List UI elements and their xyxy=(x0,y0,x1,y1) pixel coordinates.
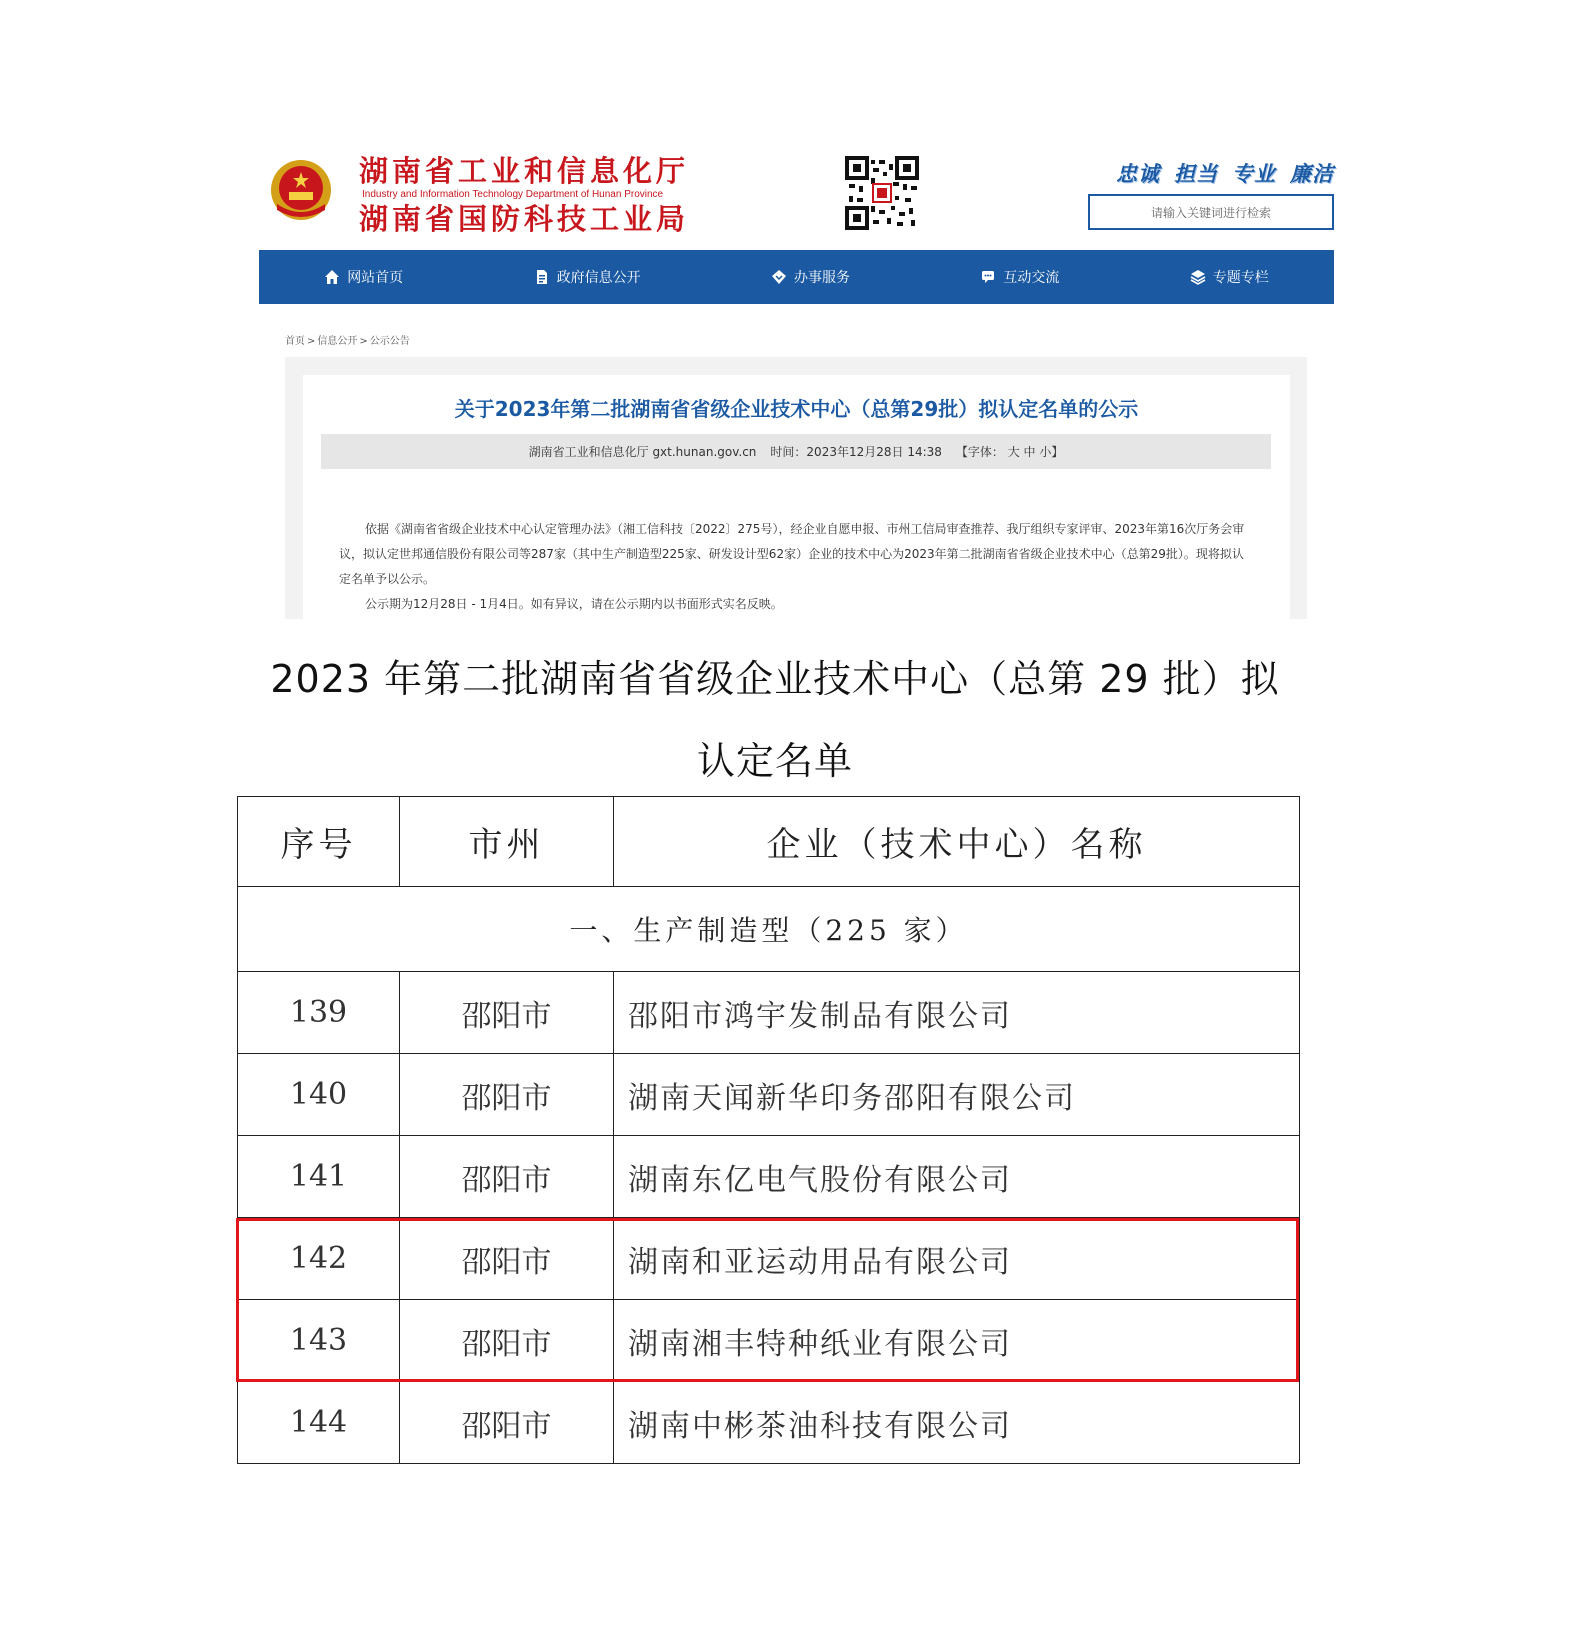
table-row xyxy=(238,1054,1300,1136)
article-paragraph-1: 依据《湖南省省级企业技术中心认定管理办法》（湘工信科技〔2022〕275号），经企业自愿申报、市州工信局审查推荐、我厅组织专家评审、2023年第16次厅务会审议，拟认定世邦通信股份有限公司等287家（其中生产制造型225家、研发设计型62家）企业的技术中心为2023年第二批湖南省省级企业技术中心（总第29批）。现将拟认定名单予以公示。 xyxy=(339,522,1245,586)
nav-label: 专题专栏 xyxy=(1212,270,1269,286)
org-name-en: Industry and Information Technology Department of Hunan Province xyxy=(362,189,664,200)
slogan-1: 忠诚 xyxy=(1116,162,1160,186)
row-city: 邵阳市 xyxy=(400,1300,614,1382)
breadcrumb: 首页 > 信息公开 > 公示公告 xyxy=(285,336,410,347)
row-number: 141 xyxy=(238,1136,400,1218)
main-nav xyxy=(259,250,1334,304)
column-header-company: 企业（技术中心）名称 xyxy=(614,797,1300,887)
column-header-no: 序号 xyxy=(238,797,400,887)
row-number: 139 xyxy=(238,972,400,1054)
nav-label: 互动交流 xyxy=(1003,270,1060,286)
row-number: 140 xyxy=(238,1054,400,1136)
slogan-2: 担当 xyxy=(1174,162,1218,186)
row-company: 邵阳市鸿宇发制品有限公司 xyxy=(614,972,1300,1054)
table-header-row xyxy=(238,797,1300,887)
home-icon xyxy=(324,269,340,285)
site-header xyxy=(259,150,1334,242)
layers-icon xyxy=(1190,269,1206,285)
table-row-highlighted xyxy=(238,1218,1300,1300)
row-company: 湖南东亿电气股份有限公司 xyxy=(614,1136,1300,1218)
table-row xyxy=(238,972,1300,1054)
article-card xyxy=(303,375,1290,619)
document-title-line-1: 2023 年第二批湖南省省级企业技术中心（总第 29 批）拟 xyxy=(270,657,1280,701)
table-row xyxy=(238,1382,1300,1464)
article-time: 时间：2023年12月28日 14:38 xyxy=(770,445,942,459)
nav-label: 网站首页 xyxy=(347,270,404,286)
service-icon xyxy=(771,269,787,285)
breadcrumb-info[interactable]: 信息公开 xyxy=(317,336,358,347)
section-label: 一、生产制造型（225 家） xyxy=(238,887,1300,972)
row-company: 湖南湘丰特种纸业有限公司 xyxy=(614,1300,1300,1382)
article-meta xyxy=(321,434,1271,469)
row-city: 邵阳市 xyxy=(400,972,614,1054)
nav-label: 政府信息公开 xyxy=(556,270,641,286)
nav-item-gov-info[interactable] xyxy=(534,267,641,287)
nav-label: 办事服务 xyxy=(793,270,850,286)
breadcrumb-home[interactable]: 首页 xyxy=(285,336,305,347)
nav-item-interaction[interactable] xyxy=(980,267,1059,287)
org-name-cn-2: 湖南省国防科技工业局 xyxy=(359,202,690,236)
article-title: 关于2023年第二批湖南省省级企业技术中心（总第29批）拟认定名单的公示 xyxy=(454,397,1139,421)
document-icon xyxy=(534,269,550,285)
breadcrumb-notice[interactable]: 公示公告 xyxy=(369,336,410,347)
org-name-cn-1: 湖南省工业和信息化厅 xyxy=(359,154,690,188)
row-company: 湖南中彬茶油科技有限公司 xyxy=(614,1382,1300,1464)
row-number: 143 xyxy=(238,1300,400,1382)
nav-item-services[interactable] xyxy=(771,267,850,287)
row-company: 湖南天闻新华印务邵阳有限公司 xyxy=(614,1054,1300,1136)
slogans xyxy=(1116,158,1334,188)
row-number: 142 xyxy=(238,1218,400,1300)
nav-item-home[interactable] xyxy=(324,267,403,287)
slogan-3: 专业 xyxy=(1232,162,1276,186)
font-size-control[interactable]: 【字体： 大 中 小】 xyxy=(955,445,1064,459)
section-row xyxy=(238,887,1300,972)
article-paragraph-2: 公示期为12月28日 - 1月4日。如有异议，请在公示期内以书面形式实名反映。 xyxy=(365,597,783,611)
chat-icon xyxy=(980,269,996,285)
document-title-line-2: 认定名单 xyxy=(696,739,853,783)
row-city: 邵阳市 xyxy=(400,1136,614,1218)
table-row-highlighted xyxy=(238,1300,1300,1382)
roster-table xyxy=(237,796,1300,1464)
nav-item-topics[interactable] xyxy=(1190,267,1269,287)
national-emblem-icon xyxy=(269,158,333,222)
qr-code-icon xyxy=(845,156,919,230)
row-number: 144 xyxy=(238,1382,400,1464)
row-city: 邵阳市 xyxy=(400,1382,614,1464)
table-row xyxy=(238,1136,1300,1218)
row-company: 湖南和亚运动用品有限公司 xyxy=(614,1218,1300,1300)
row-city: 邵阳市 xyxy=(400,1218,614,1300)
row-city: 邵阳市 xyxy=(400,1054,614,1136)
slogan-4: 廉洁 xyxy=(1290,162,1334,186)
search-input[interactable]: 请输入关键词进行检索 xyxy=(1088,194,1334,230)
column-header-city: 市州 xyxy=(400,797,614,887)
article-source: 湖南省工业和信息化厅 gxt.hunan.gov.cn xyxy=(528,445,757,459)
organization-name xyxy=(359,154,689,236)
